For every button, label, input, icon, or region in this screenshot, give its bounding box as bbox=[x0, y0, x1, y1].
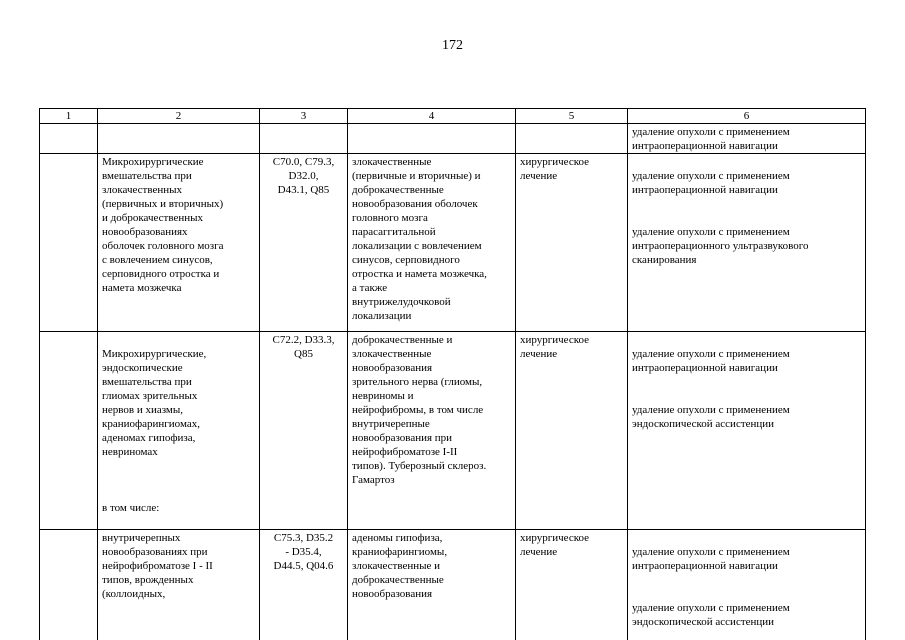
table-cell bbox=[40, 124, 98, 154]
column-header-5: 5 bbox=[516, 109, 628, 124]
table-cell bbox=[348, 124, 516, 154]
method-text: удаление опухоли с применением интраоперационной навигации bbox=[632, 348, 790, 374]
table-cell bbox=[40, 154, 98, 332]
table-row bbox=[40, 530, 866, 640]
subsection-note: в том числе: bbox=[102, 502, 160, 514]
column-header-2: 2 bbox=[98, 109, 260, 124]
treatment-type-cell: хирургическое лечение bbox=[516, 332, 628, 530]
page-number: 172 bbox=[442, 38, 463, 53]
icd-code-cell: C72.2, D33.3, Q85 bbox=[260, 332, 348, 530]
column-header-4: 4 bbox=[348, 109, 516, 124]
method-text: удаление опухоли с применением эндоскопической ассистенции bbox=[632, 602, 790, 628]
diagnosis-cell: доброкачественные и злокачественные новообразования зрительного нерва (глиомы, невриномы и нейрофибромы, в том числе внутричерепные новообразования при нейрофиброматозе I-II типов). Туберозный склероз. Гамартоз bbox=[348, 332, 516, 530]
diagnosis-cell: злокачественные (первичные и вторичные) и доброкачественные новообразования оболочек головного мозга парасаггитальной локализации с вовлечением синусов, серповидного отростка и намета мозжечка, а также внутрижелудочковой локализации bbox=[348, 154, 516, 332]
table-cell bbox=[516, 124, 628, 154]
method-cell: удаление опухоли с применением интраоперационной навигации bbox=[628, 124, 866, 154]
table-cell bbox=[40, 530, 98, 640]
diagnosis-cell: аденомы гипофиза, краниофарингиомы, злокачественные и доброкачественные новообразования bbox=[348, 530, 516, 640]
method-cell bbox=[628, 154, 866, 332]
method-cell bbox=[628, 332, 866, 530]
column-header-3: 3 bbox=[260, 109, 348, 124]
icd-code-cell: C75.3, D35.2 - D35.4, D44.5, Q04.6 bbox=[260, 530, 348, 640]
intervention-cell: Микрохирургические вмешательства при злокачественных (первичных и вторичных) и доброкачественных новообразованиях оболочек головного мозга с вовлечением синусов, серповидного отростка и намета мозжечка bbox=[98, 154, 260, 332]
column-header-1: 1 bbox=[40, 109, 98, 124]
table-row bbox=[40, 154, 866, 332]
treatment-type-cell: хирургическое лечение bbox=[516, 530, 628, 640]
table-row bbox=[40, 332, 866, 530]
method-text: удаление опухоли с применением эндоскопической ассистенции bbox=[632, 404, 790, 430]
procedures-table bbox=[39, 108, 866, 640]
treatment-type-cell: хирургическое лечение bbox=[516, 154, 628, 332]
intervention-cell bbox=[98, 332, 260, 530]
method-text: удаление опухоли с применением интраоперационного ультразвукового сканирования bbox=[632, 226, 809, 266]
method-text: удаление опухоли с применением интраоперационной навигации bbox=[632, 546, 790, 572]
intervention-text: Микрохирургические, эндоскопические вмешательства при глиомах зрительных нервов и хиазмы, краниофарингиомах, аденомах гипофиза, невриномах bbox=[102, 348, 207, 458]
table-header-row bbox=[40, 109, 866, 124]
column-header-6: 6 bbox=[628, 109, 866, 124]
table-cell bbox=[98, 124, 260, 154]
intervention-cell: внутричерепных новообразованиях при нейрофиброматозе I - II типов, врожденных (коллоидных, bbox=[98, 530, 260, 640]
table-cell bbox=[260, 124, 348, 154]
table-row-continuation bbox=[40, 124, 866, 154]
method-cell bbox=[628, 530, 866, 640]
method-text: удаление опухоли с применением интраоперационной навигации bbox=[632, 170, 790, 196]
table-cell bbox=[40, 332, 98, 530]
icd-code-cell: C70.0, C79.3, D32.0, D43.1, Q85 bbox=[260, 154, 348, 332]
